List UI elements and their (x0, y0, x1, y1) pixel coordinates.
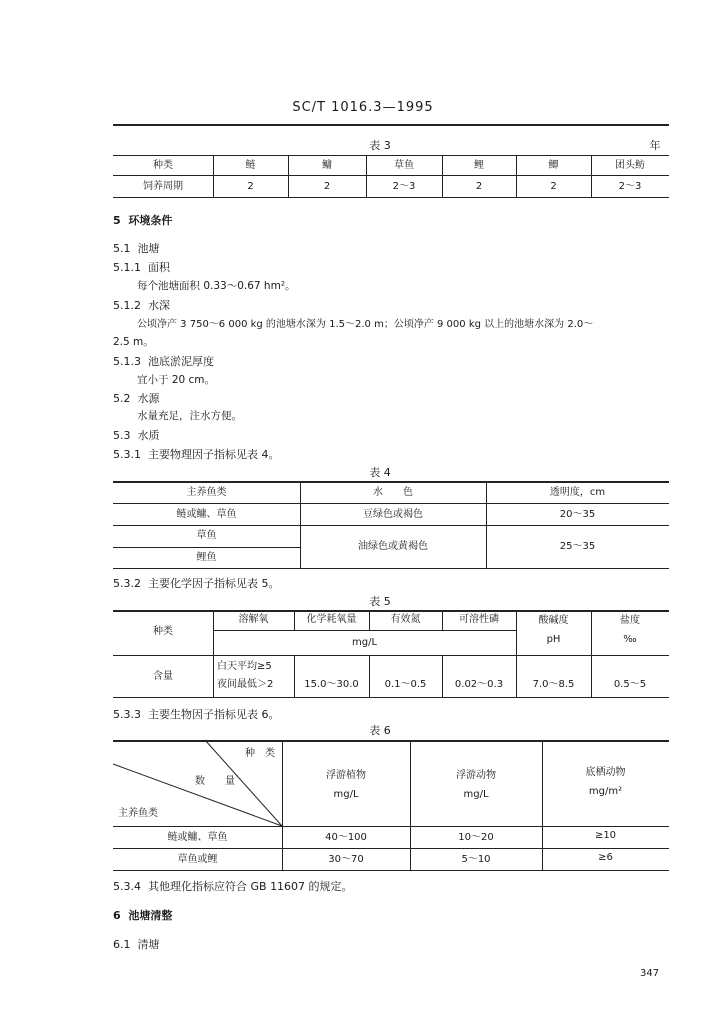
section-5-1-1-heading: 5.1.1 面积 (113, 261, 170, 274)
table6-fish: 草鱼或鲤 (177, 854, 218, 865)
table6-value: ≥10 (594, 830, 617, 841)
table3-species: 草鱼 (394, 160, 414, 171)
table4-caption: 表 4 (369, 466, 391, 479)
table3-col-header: 种类 (153, 160, 173, 171)
standard-number: SC/T 1016.3—1995 (292, 100, 434, 115)
table3-unit: 年 (649, 139, 661, 152)
table5-value: 0.1～0.5 (384, 679, 427, 690)
table6-col-name: 浮游植物 (326, 770, 366, 781)
table5-unit-mg: mg/L (351, 637, 378, 648)
table3-value: 2～3 (392, 181, 416, 192)
section-5-3-3-text: 5.3.3 主要生物因子指标见表 6。 (113, 708, 280, 721)
table5-value: 0.02～0.3 (454, 679, 504, 690)
table5-header: 化学耗氧量 (306, 614, 357, 625)
table3-row-label: 饲养周期 (143, 181, 183, 192)
table3-species: 鲢 (245, 160, 256, 171)
table5-row-label: 含量 (153, 671, 173, 682)
table5-header: 可溶性磷 (459, 614, 499, 625)
section-5-2-text: 水量充足，注水方便。 (137, 410, 242, 422)
table6-col-unit: mg/L (333, 789, 359, 800)
table6-col-unit: mg/m² (588, 786, 623, 797)
table4-header: 水 色 (373, 487, 413, 498)
table3-value: 2 (550, 181, 557, 192)
table4-color: 油绿色或黄褐色 (358, 541, 428, 552)
section-5-3-4-text: 5.3.4 其他理化指标应符合 GB 11607 的规定。 (113, 880, 353, 893)
table5-row-header: 种类 (153, 626, 173, 637)
table4-transparency: 25～35 (559, 541, 596, 552)
table5-unit-ph: pH (546, 634, 561, 645)
table5-header: 有效氮 (390, 614, 421, 625)
section-5-1-heading: 5.1 池塘 (113, 242, 160, 255)
table5-unit-pct: ‰ (623, 634, 637, 645)
table6-value: 10～20 (458, 832, 494, 843)
table3-caption: 表 3 (369, 139, 391, 152)
table3-value: 2 (247, 181, 254, 192)
table4-fish: 鲢或鳙、草鱼 (176, 509, 237, 520)
section-5-2-heading: 5.2 水源 (113, 392, 160, 405)
section-6-1-heading: 6.1 清塘 (113, 938, 160, 951)
table3-species: 团头鲂 (615, 160, 645, 171)
table6-corner-bottom: 主养鱼类 (118, 808, 158, 819)
table4-header: 主养鱼类 (186, 487, 227, 498)
table6-value: 40～100 (325, 832, 367, 843)
table6-col-name: 浮游动物 (456, 770, 496, 781)
table5-header: 酸碱度 (538, 615, 569, 626)
section-5-3-heading: 5.3 水质 (113, 429, 160, 442)
table6-value: 30～70 (328, 854, 364, 865)
section-5-1-2-text-line1: 公顷净产 3 750～6 000 kg 的池塘水深为 1.5～2.0 m；公顷净产 9 000 kg 以上的池塘水深为 2.0～ (137, 319, 594, 330)
section-5-1-3-heading: 5.1.3 池底淤泥厚度 (113, 355, 214, 368)
table4-transparency: 20～35 (559, 509, 596, 520)
table6-corner-top: 种 类 (245, 748, 275, 759)
table5-caption: 表 5 (369, 595, 391, 608)
table6-col-name: 底栖动物 (585, 767, 626, 778)
section-6-heading: 6 池塘清整 (113, 909, 173, 922)
table5-value: 15.0～30.0 (304, 679, 359, 690)
page-number: 347 (640, 968, 660, 979)
table5-do-day: 白天平均≥5 (217, 661, 272, 672)
table6-caption: 表 6 (369, 724, 391, 737)
section-5-1-2-heading: 5.1.2 水深 (113, 299, 170, 312)
table3-value: 2～3 (618, 181, 642, 192)
table5-header: 盐度 (620, 615, 640, 626)
table6-value: 5～10 (461, 854, 491, 865)
section-5-3-2-text: 5.3.2 主要化学因子指标见表 5。 (113, 577, 280, 590)
section-5-3-1-text: 5.3.1 主要物理因子指标见表 4。 (113, 448, 280, 461)
table3-species: 鲫 (548, 160, 559, 171)
table3-value: 2 (323, 181, 331, 192)
table4-fish: 鲤鱼 (196, 552, 217, 563)
table4-color: 豆绿色或褐色 (363, 509, 423, 520)
table5-header: 溶解氧 (238, 614, 269, 625)
table5-value: 0.5～5 (613, 679, 647, 690)
table6-value: ≥6 (598, 852, 613, 863)
table4-fish: 草鱼 (196, 530, 217, 541)
section-5-1-2-text-line2: 2.5 m。 (113, 336, 154, 348)
table5-do-night: 夜间最低＞2 (217, 679, 274, 690)
table5-value: 7.0～8.5 (532, 679, 575, 690)
section-5-1-1-text: 每个池塘面积 0.33～0.67 hm²。 (137, 280, 296, 292)
table3-value: 2 (475, 181, 483, 192)
table6-fish: 鲢或鳙、草鱼 (167, 832, 228, 843)
table3-species: 鲤 (474, 160, 484, 171)
section-5-1-3-text: 宜小于 20 cm。 (137, 374, 216, 386)
table4-header: 透明度，cm (549, 487, 606, 498)
table6-col-unit: mg/L (463, 789, 489, 800)
table3-species: 鳙 (322, 160, 332, 171)
table6-corner-mid: 数 量 (195, 776, 235, 787)
section-5-heading: 5 环境条件 (113, 214, 173, 227)
